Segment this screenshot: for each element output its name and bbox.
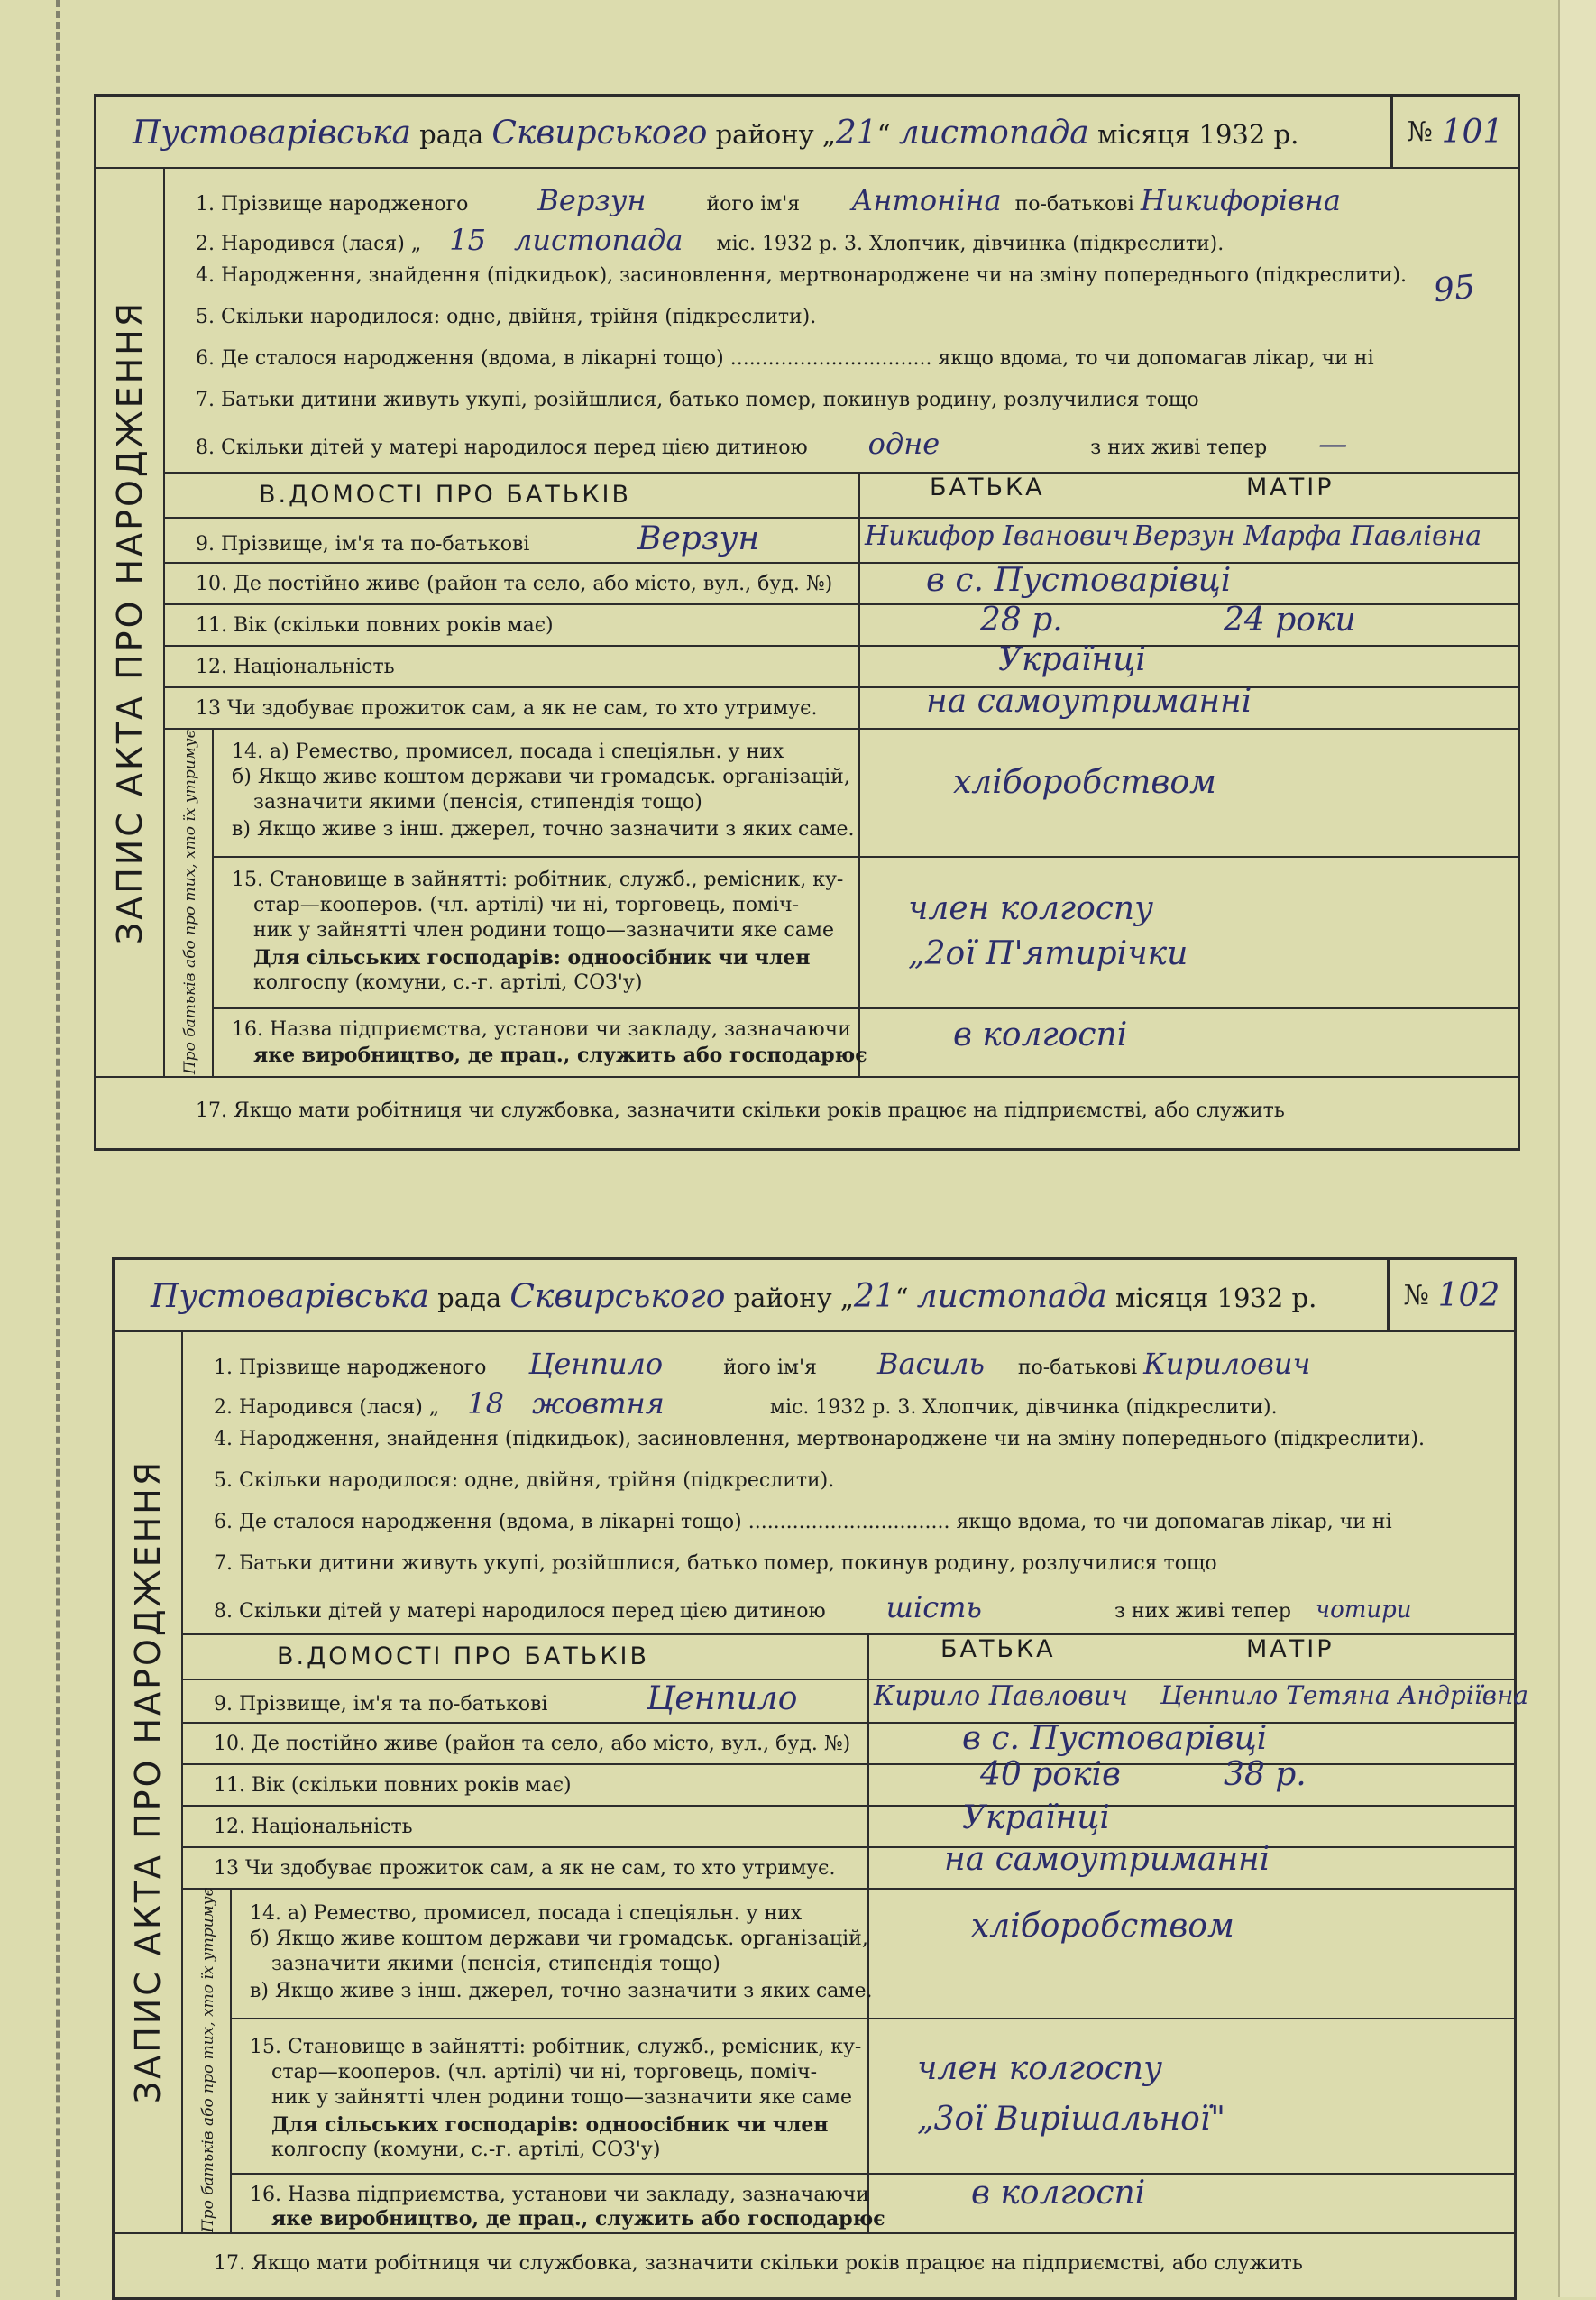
- header-line: Пустоварівська рада Сквирського району „21“ листопада місяця 1932 р.: [151, 1278, 1317, 1315]
- side-title: ЗАПИС АКТА ПРО НАРОДЖЕННЯ: [115, 1330, 183, 2232]
- father-age: 28 р.: [980, 602, 1063, 639]
- side-title: ЗАПИС АКТА ПРО НАРОДЖЕННЯ: [96, 167, 165, 1078]
- child-patronymic: Кирилович: [1143, 1347, 1311, 1381]
- q14-line-a: 14. а) Ремество, промисел, посада і спеціяльн. у них: [250, 1902, 803, 1925]
- father-full-name: Кирило Павлович: [874, 1680, 1128, 1712]
- parents-side-label: Про батьків або про тих, хто їх утримує: [199, 1887, 217, 2233]
- q14-line-b2: зазначити якими (пенсія, стипендія тощо): [253, 791, 702, 814]
- q14-line-b: б) Якщо живе коштом держави чи громадськ. організацій,: [250, 1927, 868, 1950]
- rada-label: рада: [419, 119, 484, 150]
- q11-label: 11. Вік (скільки повних років має): [196, 614, 554, 637]
- record-header: [96, 97, 1518, 169]
- workplace: в колгоспі: [971, 2175, 1146, 2212]
- livelihood: на самоутриманні: [926, 683, 1252, 720]
- q6-row: 6. Де сталося народження (вдома, в лікарні тощо) ................................ якщо вдома, то чи допомагав лікар, чи ні: [214, 1511, 1392, 1533]
- birth-day: 15: [449, 223, 486, 257]
- district-name: Сквирського: [491, 115, 708, 152]
- q9-label: 9. Прізвище, ім'я та по-батькові: [214, 1693, 548, 1716]
- parents-side-label: Про батьків або про тих, хто їх утримує: [181, 729, 199, 1075]
- q14-line-b2: зазначити якими (пенсія, стипендія тощо): [271, 1953, 720, 1975]
- nationality: Українці: [998, 641, 1146, 678]
- birth-month: жовтня: [531, 1386, 665, 1421]
- record-day: 21: [853, 1278, 895, 1315]
- q14-line-c: в) Якщо живе з інш. джерел, точно зазначити з яких саме.: [232, 818, 855, 841]
- q6-row: 6. Де сталося народження (вдома, в лікарні тощо) ................................ якщо вдома, то чи допомагав лікар, чи ні: [196, 347, 1374, 370]
- collective-farm-name: „3ої Вирішальної": [917, 2101, 1225, 2138]
- archive-page-number: 95: [1431, 268, 1477, 310]
- occupation: хліборобством: [953, 764, 1216, 801]
- mother-age: 38 р.: [1224, 1756, 1307, 1793]
- q14-line-b: б) Якщо живе коштом держави чи громадськ. організацій,: [232, 766, 850, 788]
- month-label: місяця 1932 р.: [1114, 1283, 1317, 1313]
- parents-surname: Верзун: [637, 520, 760, 557]
- q11-label: 11. Вік (скільки повних років має): [214, 1774, 572, 1797]
- q15-line-2: стар—кооперов. (чл. артілі) чи ні, торговець, поміч-: [253, 894, 800, 916]
- q14-line-a: 14. а) Ремество, промисел, посада і спеціяльн. у них: [232, 741, 784, 763]
- q17-row: 17. Якщо мати робітниця чи службовка, зазначити скільки років працює на підприємстві, або служить: [196, 1099, 1285, 1122]
- district-label: району: [715, 119, 814, 150]
- council-name: Пустоварівська: [133, 115, 411, 152]
- next-sheet-edge: [1558, 0, 1596, 2297]
- record-number-box: № 101: [1390, 97, 1518, 167]
- q15-line-3: ник у зайнятті член родини тощо—зазначити яке саме: [271, 2086, 853, 2109]
- q10-label: 10. Де постійно живе (район та село, або місто, вул., буд. №): [214, 1733, 851, 1755]
- living-children: чотири: [1315, 1596, 1412, 1624]
- birth-record-101: [94, 94, 1520, 1151]
- residence: в с. Пустоварівці: [926, 562, 1232, 599]
- birth-day: 18: [467, 1386, 504, 1421]
- q1-row: 1. Прізвище народженого Верзун його ім'я Антоніна по-батькові Никифорівна: [196, 183, 1341, 217]
- mother-age: 24 роки: [1224, 602, 1356, 639]
- q16-line-1: 16. Назва підприємства, установи чи закладу, зазначаючи: [250, 2184, 869, 2206]
- previous-children: шість: [885, 1590, 982, 1624]
- child-patronymic: Никифорівна: [1140, 183, 1341, 217]
- employment-status: член колгоспу: [917, 2050, 1162, 2087]
- child-name: Антоніна: [851, 183, 1002, 217]
- q4-row: 4. Народження, знайдення (підкидьок), засиновлення, мертвонароджене чи на зміну попереднього (підкреслити).: [196, 264, 1407, 287]
- child-surname: Ценпило: [528, 1347, 664, 1381]
- q14-line-c: в) Якщо живе з інш. джерел, точно зазначити з яких саме.: [250, 1980, 873, 2002]
- q13-label: 13 Чи здобуває прожиток сам, а як не сам, то хто утримує.: [196, 697, 818, 720]
- month-label: місяця 1932 р.: [1096, 119, 1299, 150]
- mother-column-header: МАТІР: [1246, 474, 1335, 501]
- record-day: 21: [835, 115, 877, 152]
- council-name: Пустоварівська: [151, 1278, 429, 1315]
- record-number-box: № 102: [1387, 1260, 1514, 1330]
- father-age: 40 років: [980, 1756, 1121, 1793]
- parents-section-header: В.ДОМОСТІ ПРО БАТЬКІВ: [277, 1642, 649, 1670]
- q5-row: 5. Скільки народилося: одне, двійня, трійня (підкреслити).: [214, 1469, 835, 1492]
- q16-line-2: яке виробництво, де прац., служить або господарює: [271, 2207, 885, 2231]
- father-column-header: БАТЬКА: [940, 1635, 1056, 1663]
- q2-row: 2. Народився (лася) „ 18 жовтня міс. 1932 р. 3. Хлопчик, дівчинка (підкреслити).: [214, 1386, 1278, 1421]
- q15-line-4: Для сільських господарів: одноосібник чи член: [271, 2113, 829, 2137]
- q15-line-5: колгоспу (комуни, с.-г. артілі, СОЗ'у): [271, 2139, 661, 2161]
- q8-row: 8. Скільки дітей у матері народилося перед цією дитиною одне з них живі тепер —: [196, 427, 1348, 461]
- rada-label: рада: [437, 1283, 502, 1313]
- workplace: в колгоспі: [953, 1017, 1128, 1053]
- q9-label: 9. Прізвище, ім'я та по-батькові: [196, 533, 530, 556]
- child-name: Василь: [876, 1347, 985, 1381]
- record-month: листопада: [898, 115, 1089, 152]
- livelihood: на самоутриманні: [944, 1841, 1270, 1878]
- q12-label: 12. Національність: [196, 656, 395, 678]
- q12-label: 12. Національність: [214, 1816, 413, 1838]
- q17-row: 17. Якщо мати робітниця чи службовка, зазначити скільки років працює на підприємстві, або служить: [214, 2252, 1303, 2275]
- parents-surname: Ценпило: [647, 1680, 798, 1717]
- living-children: —: [1318, 427, 1348, 461]
- q13-label: 13 Чи здобуває прожиток сам, а як не сам, то хто утримує.: [214, 1857, 836, 1880]
- header-line: Пустоварівська рада Сквирського району „21“ листопада місяця 1932 р.: [133, 115, 1299, 152]
- birth-record-102: [112, 1257, 1529, 2300]
- q16-line-2: яке виробництво, де прац., служить або господарює: [253, 1044, 867, 1067]
- record-header: [115, 1260, 1514, 1332]
- child-surname: Верзун: [537, 183, 647, 217]
- q5-row: 5. Скільки народилося: одне, двійня, трійня (підкреслити).: [196, 306, 817, 328]
- q15-line-3: ник у зайнятті член родини тощо—зазначити яке саме: [253, 919, 835, 942]
- q10-label: 10. Де постійно живе (район та село, або місто, вул., буд. №): [196, 573, 833, 595]
- record-number: 101: [1441, 113, 1504, 151]
- q1-row: 1. Прізвище народженого Ценпило його ім'я Василь по-батькові Кирилович: [214, 1347, 1311, 1381]
- q15-line-1: 15. Становище в зайнятті: робітник, служб., ремісник, ку-: [232, 869, 844, 891]
- collective-farm-name: „2ої П'ятирічки: [908, 935, 1188, 972]
- nationality: Українці: [962, 1799, 1110, 1836]
- district-label: району: [733, 1283, 832, 1313]
- q7-row: 7. Батьки дитини живуть укупі, розійшлися, батько помер, покинув родину, розлучилися тощо: [196, 389, 1199, 411]
- parents-section-header: В.ДОМОСТІ ПРО БАТЬКІВ: [259, 481, 631, 509]
- mother-full-name: Верзун Марфа Павлівна: [1133, 520, 1482, 552]
- residence: в с. Пустоварівці: [962, 1720, 1268, 1757]
- employment-status: член колгоспу: [908, 890, 1153, 927]
- mother-column-header: МАТІР: [1246, 1635, 1335, 1663]
- q2-row: 2. Народився (лася) „ 15 листопада міс. 1932 р. 3. Хлопчик, дівчинка (підкреслити).: [196, 223, 1225, 257]
- occupation: хліборобством: [971, 1908, 1234, 1945]
- mother-full-name: Ценпило Тетяна Андріївна: [1160, 1680, 1529, 1710]
- q15-line-5: колгоспу (комуни, с.-г. артілі, СОЗ'у): [253, 971, 643, 994]
- record-number: 102: [1437, 1276, 1500, 1314]
- perforation-line: [56, 0, 60, 2297]
- q16-line-1: 16. Назва підприємства, установи чи закладу, зазначаючи: [232, 1018, 851, 1041]
- birth-month: листопада: [513, 223, 683, 257]
- father-column-header: БАТЬКА: [930, 474, 1045, 501]
- q15-line-4: Для сільських господарів: одноосібник чи член: [253, 946, 811, 970]
- district-name: Сквирського: [509, 1278, 726, 1315]
- q15-line-2: стар—кооперов. (чл. артілі) чи ні, торговець, поміч-: [271, 2061, 818, 2084]
- q15-line-1: 15. Становище в зайнятті: робітник, служб., ремісник, ку-: [250, 2036, 862, 2058]
- father-full-name: Никифор Іванович: [865, 520, 1130, 552]
- record-month: листопада: [916, 1278, 1107, 1315]
- q7-row: 7. Батьки дитини живуть укупі, розійшлися, батько помер, покинув родину, розлучилися тощо: [214, 1552, 1217, 1575]
- previous-children: одне: [867, 427, 940, 461]
- q4-row: 4. Народження, знайдення (підкидьок), засиновлення, мертвонароджене чи на зміну попереднього (підкреслити).: [214, 1428, 1425, 1450]
- q8-row: 8. Скільки дітей у матері народилося перед цією дитиною шість з них живі тепер чотири: [214, 1590, 1412, 1624]
